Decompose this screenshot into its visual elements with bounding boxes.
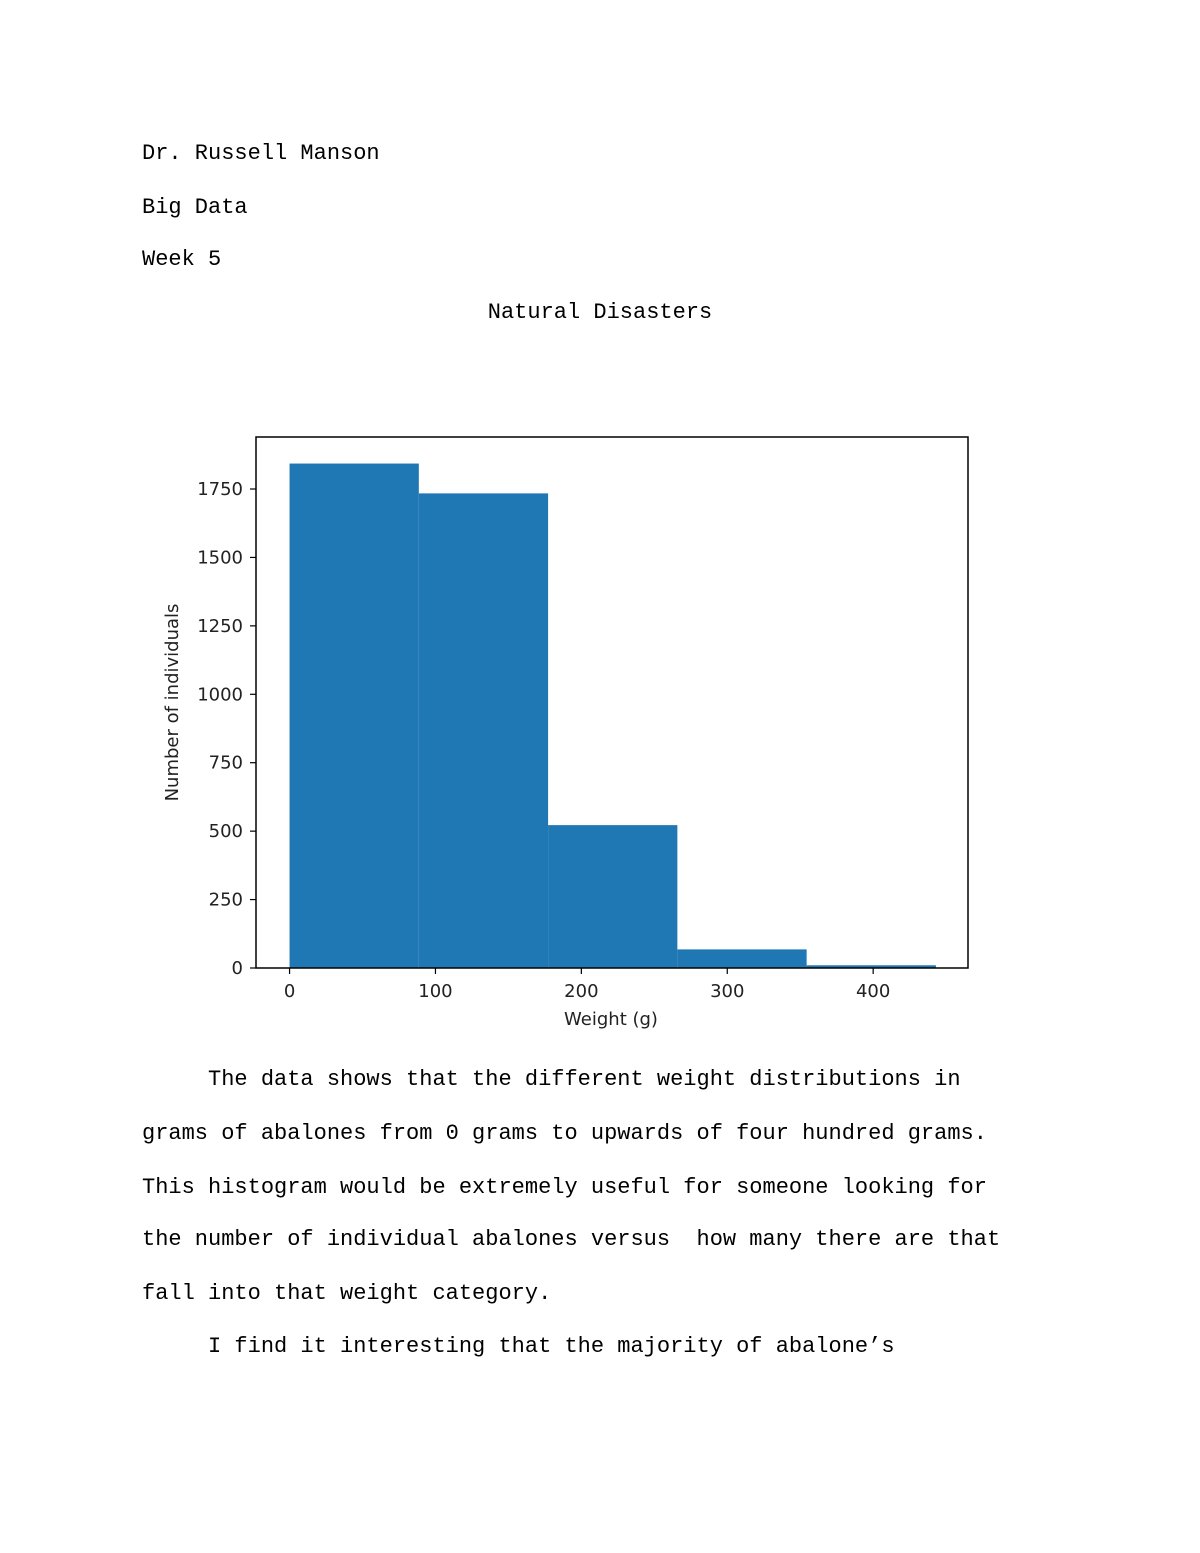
x-tick-label: 200 [564,981,599,1002]
y-tick-label: 750 [208,752,243,774]
course-name: Big Data [142,195,248,220]
author-name: Dr. Russell Manson [142,141,380,166]
histogram-figure [150,425,990,1045]
x-tick-label: 0 [283,981,296,1002]
x-axis-label: Weight (g) [564,1009,658,1030]
y-tick-label: 0 [231,958,243,979]
histogram-bar [548,825,677,968]
y-tick-label: 1250 [197,615,243,637]
histogram-bar [290,464,419,968]
y-tick-label: 1000 [197,684,243,706]
x-tick-label: 100 [418,981,453,1002]
body-line: This histogram would be extremely useful for someone looking for [142,1175,987,1200]
histogram-bar [419,493,548,968]
histogram-bar [677,949,806,968]
y-tick-label: 1750 [197,479,243,501]
body-line: I find it interesting that the majority of abalone’s [142,1334,895,1359]
body-line: fall into that weight category. [142,1281,552,1306]
body-line: grams of abalones from 0 grams to upwards of four hundred grams. [142,1121,987,1146]
x-tick-label: 300 [710,981,745,1002]
y-axis-label: Number of individuals [162,603,183,802]
document-title: Natural Disasters [487,300,713,325]
y-tick-label: 1500 [197,547,243,569]
y-tick-label: 250 [208,889,243,911]
x-tick-label: 400 [855,981,891,1002]
body-line: the number of individual abalones versus how many there are that [142,1227,1001,1252]
histogram-chart [150,425,990,1045]
body-line: The data shows that the different weight distributions in [142,1067,961,1092]
y-tick-label: 500 [208,821,243,843]
week-label: Week 5 [142,247,222,272]
